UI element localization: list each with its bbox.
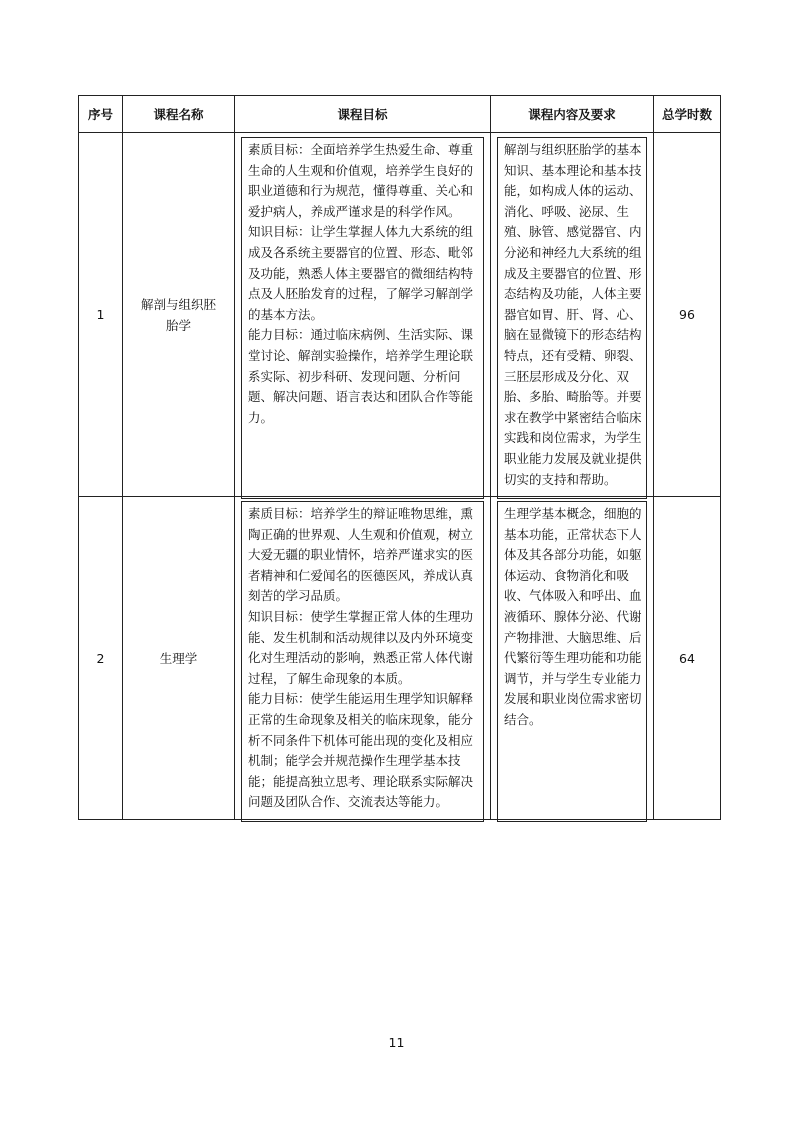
course-goals-cell <box>235 133 491 497</box>
header-number: 序号 <box>79 96 123 133</box>
header-total-hours: 总学时数 <box>654 96 721 133</box>
row-number: 1 <box>79 133 123 497</box>
course-table <box>78 95 721 820</box>
quality-goal: 素质目标：全面培养学生热爱生命、尊重生命的人生观和价值观，培养学生良好的职业道德和行为规范，懂得尊重、关心和爱护病人，养成严谨求是的科学作风。 <box>248 142 474 219</box>
knowledge-goal: 知识目标：让学生掌握人体九大系统的组成及各系统主要器官的位置、形态、毗邻及功能，熟悉人体主要器官的微细结构特点及人胚胎发育的过程，了解学习解剖学的基本方法。 <box>248 224 474 322</box>
ability-goal: 能力目标：通过临床病例、生活实际、课堂讨论、解剖实验操作，培养学生理论联系实际、初步科研、发现问题、分析问题、解决问题、语言表达和团队合作等能力。 <box>248 327 474 425</box>
row-number: 2 <box>79 497 123 820</box>
course-goals-box <box>241 137 484 499</box>
total-hours: 96 <box>654 133 721 497</box>
table-row <box>79 133 721 497</box>
course-name: 解剖与组织胚胎学 <box>123 133 235 497</box>
table-row <box>79 497 721 820</box>
course-content: 解剖与组织胚胎学的基本知识、基本理论和基本技能，如构成人体的运动、消化、呼吸、泌尿、生殖、脉管、感觉器官、内分泌和神经九大系统的组成及主要器官的位置、形态结构及功能，人体主要器官如胃、肝、肾、心、脑在显微镜下的形态结构特点，还有受精、卵裂、三胚层形成及分化、双胎、多胎、畸胎等。并要求在教学中紧密结合临床实践和岗位需求，为学生职业能力发展及就业提供切实的支持和帮助。 <box>504 142 642 487</box>
course-content-cell <box>491 497 654 820</box>
course-goals-box <box>241 501 484 822</box>
course-content: 生理学基本概念，细胞的基本功能，正常状态下人体及其各部分功能，如躯体运动、食物消化和吸收、气体吸入和呼出、血液循环、腺体分泌、代谢产物排泄、大脑思维、后代繁衍等生理功能和功能调节，并与学生专业能力发展和职业岗位需求密切结合。 <box>504 506 642 728</box>
ability-goal: 能力目标：使学生能运用生理学知识解释正常的生命现象及相关的临床现象，能分析不同条件下机体可能出现的变化及相应机制；能学会并规范操作生理学基本技能；能提高独立思考、理论联系实际解决问题及团队合作、交流表达等能力。 <box>248 691 474 810</box>
knowledge-goal: 知识目标：使学生掌握正常人体的生理功能、发生机制和活动规律以及内外环境变化对生理活动的影响，熟悉正常人体代谢过程，了解生命现象的本质。 <box>248 609 474 686</box>
header-row <box>79 96 721 133</box>
total-hours: 64 <box>654 497 721 820</box>
page-number: 11 <box>388 1035 405 1050</box>
header-course-name: 课程名称 <box>123 96 235 133</box>
course-goals-cell <box>235 497 491 820</box>
course-content-cell <box>491 133 654 497</box>
course-content-box <box>497 501 647 822</box>
course-content-box <box>497 137 647 499</box>
header-course-content: 课程内容及要求 <box>491 96 654 133</box>
header-course-goals: 课程目标 <box>235 96 491 133</box>
course-name: 生理学 <box>123 497 235 820</box>
quality-goal: 素质目标：培养学生的辩证唯物思维，熏陶正确的世界观、人生观和价值观，树立大爱无疆的职业情怀，培养严谨求实的医者精神和仁爱闻名的医德医风，养成认真刻苦的学习品质。 <box>248 506 474 604</box>
